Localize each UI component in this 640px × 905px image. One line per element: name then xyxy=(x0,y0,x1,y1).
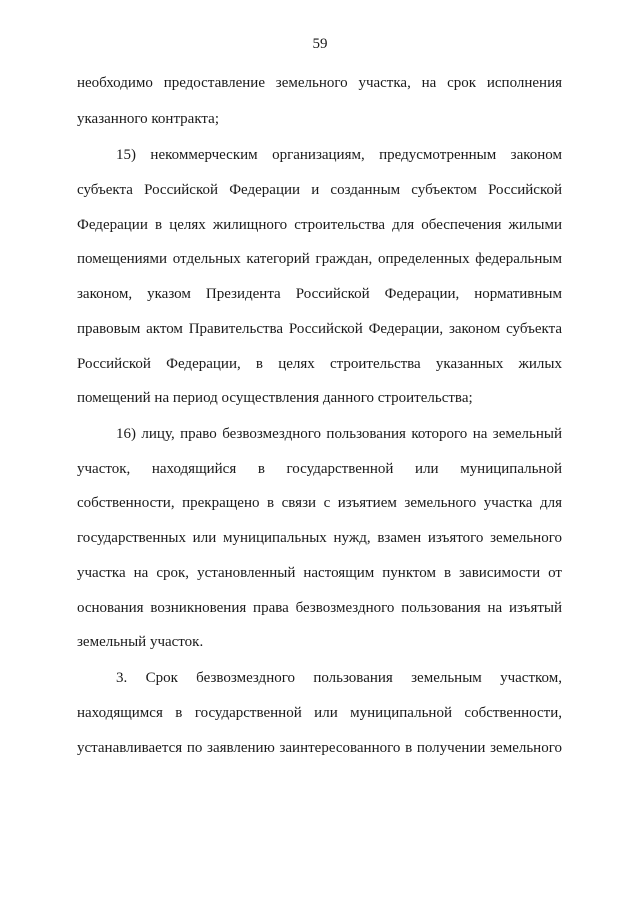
text-line: участка на срок, установленный настоящим пунктом в зависимости от xyxy=(77,565,562,581)
text-line: участок, находящийся в государственной или муниципальной xyxy=(77,461,562,477)
text-line: государственных или муниципальных нужд, взамен изъятого земельного xyxy=(77,530,562,546)
text-line: законом, указом Президента Российской Федерации, нормативным xyxy=(77,286,562,302)
text-line: указанного контракта; xyxy=(77,111,219,127)
page-number: 59 xyxy=(312,36,328,52)
text-line: помещений на период осуществления данного строительства; xyxy=(77,390,473,406)
text-line: 3. Срок безвозмездного пользования земельным участком, xyxy=(116,670,562,686)
text-line: субъекта Российской Федерации и созданным субъектом Российской xyxy=(77,182,562,198)
text-line: собственности, прекращено в связи с изъятием земельного участка для xyxy=(77,495,562,511)
text-line: устанавливается по заявлению заинтересованного в получении земельного xyxy=(77,740,562,756)
text-line: необходимо предоставление земельного участка, на срок исполнения xyxy=(77,75,562,91)
text-line: 16) лицу, право безвозмездного пользования которого на земельный xyxy=(116,426,562,442)
text-line: правовым актом Правительства Российской Федерации, законом субъекта xyxy=(77,321,562,337)
text-line: Российской Федерации, в целях строительства указанных жилых xyxy=(77,356,562,372)
text-line: земельный участок. xyxy=(77,634,204,650)
text-line: находящимся в государственной или муниципальной собственности, xyxy=(77,705,562,721)
text-line: основания возникновения права безвозмездного пользования на изъятый xyxy=(77,600,562,616)
text-line: помещениями отдельных категорий граждан, определенных федеральным xyxy=(77,251,562,267)
text-line: 15) некоммерческим организациям, предусмотренным законом xyxy=(116,147,562,163)
text-line: Федерации в целях жилищного строительства для обеспечения жилыми xyxy=(77,217,562,233)
